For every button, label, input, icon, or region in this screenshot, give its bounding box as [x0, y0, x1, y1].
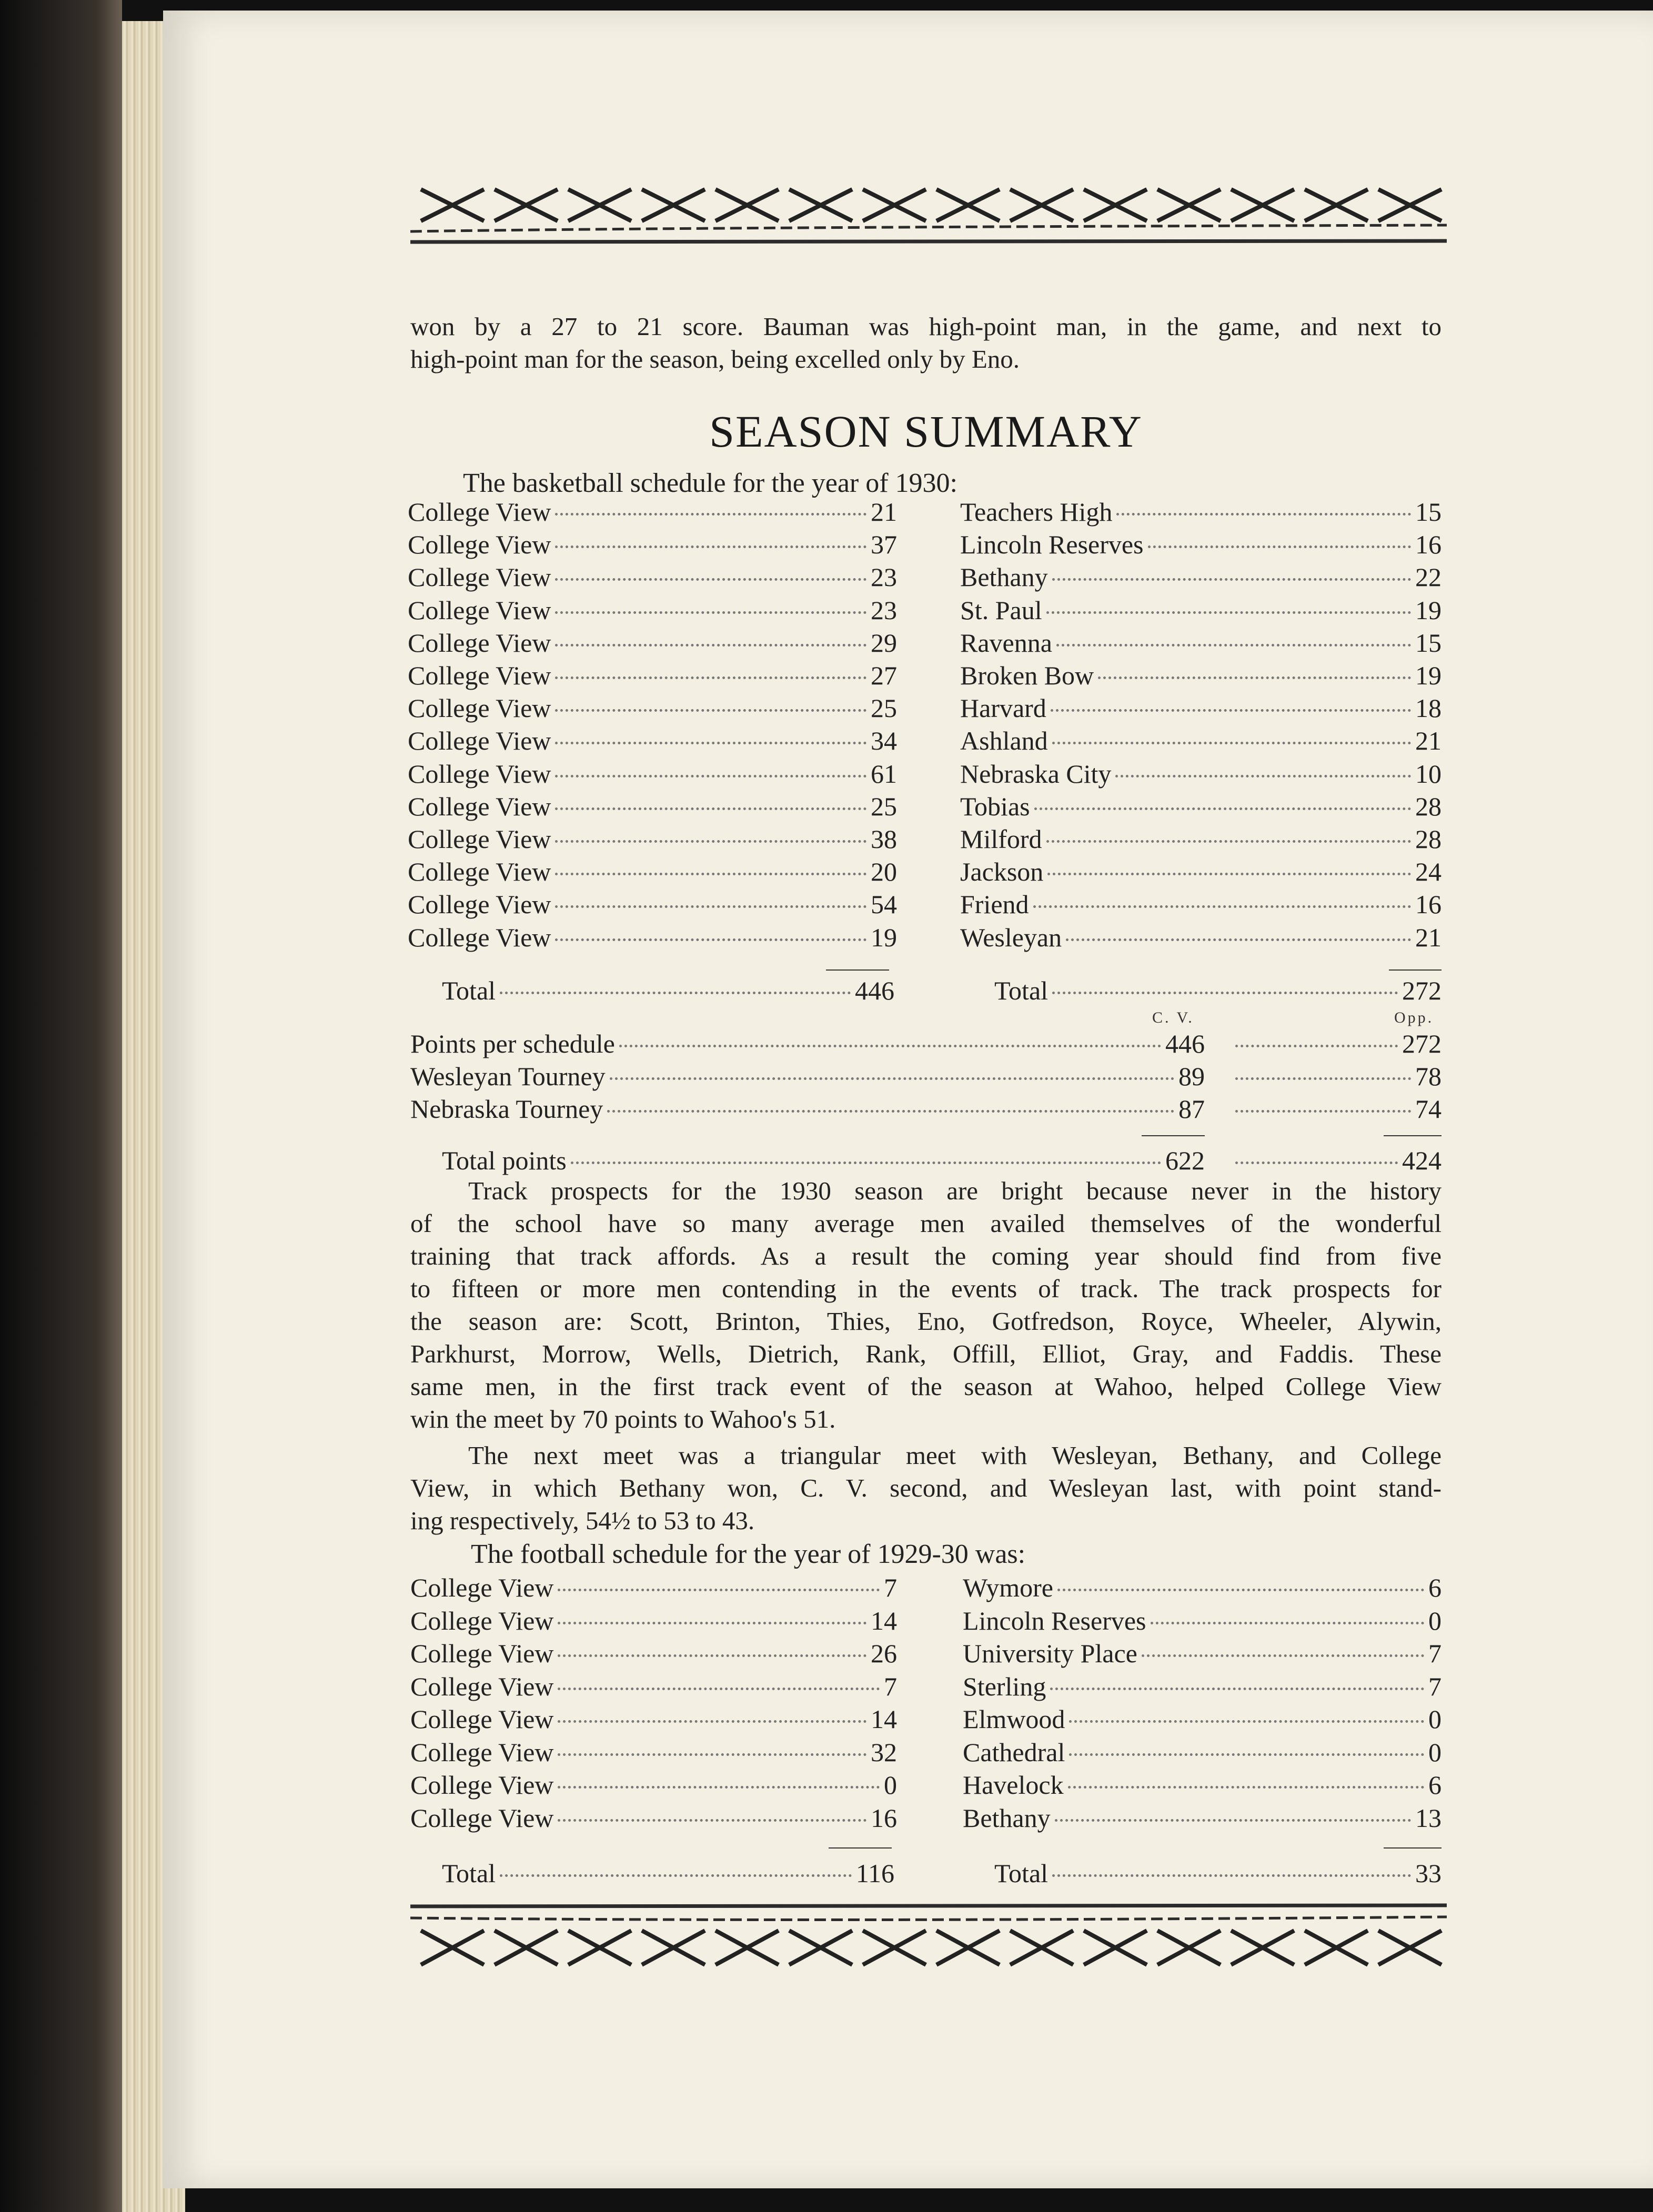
- score: 19: [1415, 595, 1442, 625]
- leader-dots: [558, 1622, 866, 1624]
- total-label: Total: [442, 976, 496, 1005]
- team-name: College View: [410, 1605, 554, 1635]
- football-home-row: [410, 1637, 897, 1670]
- score: 14: [871, 1605, 897, 1635]
- team-name: College View: [408, 595, 551, 625]
- leader-dots: [1151, 1622, 1424, 1624]
- leader-dots: [558, 1720, 866, 1723]
- score: 7: [884, 1573, 897, 1602]
- score: 15: [1415, 497, 1442, 527]
- leader-dots: [555, 676, 866, 679]
- total-rule: [826, 969, 889, 971]
- leader-dots: [558, 1753, 866, 1756]
- total-label: Total: [994, 1859, 1049, 1888]
- decorative-border-bottom: [410, 1899, 1447, 1973]
- score: 19: [1415, 661, 1442, 690]
- track-line: Track prospects for the 1930 season are bright because never in the history: [468, 1176, 1442, 1205]
- score: 7: [884, 1671, 897, 1701]
- score: 22: [1415, 562, 1442, 592]
- football-opponent-row: [963, 1736, 1442, 1769]
- leader-dots: [1050, 1688, 1424, 1690]
- score: 21: [871, 497, 897, 527]
- score: 38: [871, 824, 897, 854]
- track-line: training that track affords. As a result the coming year should find from five: [410, 1241, 1442, 1270]
- score: 14: [871, 1704, 897, 1734]
- basketball-home-row: [408, 757, 897, 790]
- team-name: College View: [410, 1639, 554, 1668]
- score: 78: [1415, 1062, 1442, 1091]
- total-rule: [1384, 1847, 1442, 1849]
- score: 272: [1402, 1029, 1442, 1058]
- basketball-home-row: [408, 724, 897, 757]
- basketball-home-row: [408, 790, 897, 823]
- team-name: Points per schedule: [410, 1029, 615, 1058]
- leader-dots: [1046, 611, 1411, 614]
- leader-dots: [607, 1110, 1174, 1113]
- team-name: College View: [408, 497, 551, 527]
- team-name: Havelock: [963, 1770, 1064, 1800]
- team-name: College View: [408, 530, 551, 560]
- basketball-home-row: [408, 692, 897, 724]
- track-line: of the school have so many average men availed themselves of the wonderful: [410, 1209, 1442, 1238]
- score: 61: [871, 759, 897, 789]
- team-name: Sterling: [963, 1671, 1046, 1701]
- basketball-opponent-row: [960, 724, 1442, 757]
- leader-dots: [1046, 840, 1411, 843]
- leader-dots: [1056, 644, 1411, 647]
- leader-dots: [571, 1161, 1161, 1164]
- football-total-opp: [994, 1857, 1442, 1890]
- football-home-row: [410, 1703, 897, 1735]
- score: 32: [871, 1737, 897, 1767]
- score: 54: [871, 890, 897, 920]
- basketball-total-opp: [994, 974, 1442, 1007]
- meet-paragraph: [410, 1439, 1442, 1537]
- score: 74: [1415, 1094, 1442, 1124]
- meet-line: The next meet was a triangular meet with Wesleyan, Bethany, and College: [468, 1441, 1442, 1470]
- leader-dots: [1055, 1819, 1411, 1822]
- leader-dots: [610, 1077, 1174, 1080]
- leader-dots: [1033, 905, 1411, 908]
- basketball-opponent-row: [960, 561, 1442, 593]
- team-name: Friend: [960, 890, 1029, 920]
- team-name: Wesleyan: [960, 922, 1062, 952]
- team-name: Tobias: [960, 791, 1030, 821]
- leader-dots: [555, 578, 866, 581]
- leader-dots: [1069, 1753, 1424, 1756]
- leader-dots: [1047, 873, 1411, 875]
- basketball-home-row: [408, 594, 897, 627]
- team-name: College View: [410, 1737, 554, 1767]
- score: 0: [1428, 1737, 1442, 1767]
- basketball-home-row: [408, 528, 897, 561]
- score: 18: [1415, 693, 1442, 723]
- team-name: Lincoln Reserves: [963, 1605, 1146, 1635]
- football-home-row: [410, 1571, 897, 1604]
- leader-dots: [558, 1589, 880, 1591]
- football-home-row: [410, 1769, 897, 1801]
- leader-dots: [1098, 676, 1411, 679]
- score: 34: [871, 726, 897, 756]
- points-total-opp: [1231, 1144, 1442, 1177]
- leader-dots: [1116, 513, 1411, 516]
- team-name: Wesleyan Tourney: [410, 1062, 606, 1091]
- score: 6: [1428, 1573, 1442, 1602]
- leader-dots: [1068, 1786, 1424, 1789]
- track-line: same men, in the first track event of the season at Wahoo, helped College View: [410, 1372, 1442, 1401]
- leader-dots: [1052, 742, 1411, 744]
- total-rule: [1384, 1135, 1442, 1136]
- score: 37: [871, 530, 897, 560]
- leader-dots: [555, 873, 866, 875]
- team-name: St. Paul: [960, 595, 1042, 625]
- basketball-home-row: [408, 627, 897, 659]
- football-caption: The football schedule for the year of 1929-30 was:: [471, 1539, 1026, 1569]
- basketball-opponent-row: [960, 528, 1442, 561]
- leader-dots: [555, 905, 866, 908]
- track-line: to fifteen or more men contending in the events of track. The track prospects for: [410, 1274, 1442, 1303]
- team-name: Harvard: [960, 693, 1046, 723]
- opp-total: 424: [1402, 1146, 1442, 1175]
- score: 7: [1428, 1639, 1442, 1668]
- score: 89: [1178, 1062, 1205, 1091]
- score: 23: [871, 595, 897, 625]
- leader-dots: [1142, 1654, 1424, 1657]
- team-name: College View: [408, 726, 551, 756]
- opp-total: 272: [1402, 976, 1442, 1005]
- leader-dots: [1052, 992, 1398, 994]
- football-total-home: [442, 1857, 894, 1890]
- score: 25: [871, 791, 897, 821]
- score: 21: [1415, 726, 1442, 756]
- score: 28: [1415, 791, 1442, 821]
- basketball-opponent-row: [960, 921, 1442, 954]
- score: 20: [871, 857, 897, 887]
- column-header-opp: Opp.: [1394, 1009, 1434, 1026]
- home-total: 116: [855, 1859, 894, 1888]
- team-name: University Place: [963, 1639, 1137, 1668]
- leader-dots: [555, 709, 866, 712]
- basketball-home-row: [408, 888, 897, 921]
- page-title: SEASON SUMMARY: [709, 406, 1143, 457]
- track-line: Parkhurst, Morrow, Wells, Dietrich, Rank, Offill, Elliot, Gray, and Faddis. These: [410, 1339, 1442, 1368]
- team-name: Broken Bow: [960, 661, 1094, 690]
- team-name: Cathedral: [963, 1737, 1065, 1767]
- leader-dots: [1066, 938, 1411, 941]
- basketball-total-home: [442, 974, 894, 1007]
- team-name: College View: [408, 890, 551, 920]
- score: 16: [871, 1803, 897, 1833]
- book-binding: [0, 0, 122, 2212]
- leader-dots: [1115, 775, 1411, 777]
- score: 19: [871, 922, 897, 952]
- track-line: the season are: Scott, Brinton, Thies, Eno, Gotfredson, Royce, Wheeler, Alywin,: [410, 1307, 1442, 1336]
- leader-dots: [1235, 1077, 1411, 1080]
- basketball-opponent-row: [960, 790, 1442, 823]
- team-name: College View: [408, 759, 551, 789]
- football-opponent-row: [963, 1769, 1442, 1801]
- team-name: Ashland: [960, 726, 1048, 756]
- total-rule: [1142, 1135, 1205, 1136]
- score: 7: [1428, 1671, 1442, 1701]
- leader-dots: [555, 644, 866, 647]
- team-name: College View: [410, 1704, 554, 1734]
- leader-dots: [1052, 1874, 1411, 1877]
- points-row: [410, 1027, 1205, 1060]
- score: 16: [1415, 530, 1442, 560]
- score: 15: [1415, 628, 1442, 658]
- basketball-opponent-row: [960, 888, 1442, 921]
- basketball-home-row: [408, 855, 897, 888]
- team-name: College View: [408, 824, 551, 854]
- leader-dots: [555, 611, 866, 614]
- basketball-opponent-row: [960, 855, 1442, 888]
- team-name: College View: [410, 1770, 554, 1800]
- team-name: Bethany: [960, 562, 1048, 592]
- score: 28: [1415, 824, 1442, 854]
- basketball-home-row: [408, 561, 897, 593]
- team-name: Bethany: [963, 1803, 1051, 1833]
- leader-dots: [1148, 546, 1411, 548]
- leader-dots: [555, 807, 866, 810]
- opp-total: 33: [1415, 1859, 1442, 1888]
- team-name: Nebraska Tourney: [410, 1094, 603, 1124]
- leader-dots: [1052, 578, 1411, 581]
- team-name: College View: [408, 562, 551, 592]
- team-name: Nebraska City: [960, 759, 1112, 789]
- basketball-caption: The basketball schedule for the year of 1930:: [463, 468, 957, 498]
- leader-dots: [1051, 709, 1411, 712]
- score: 0: [884, 1770, 897, 1800]
- leader-dots: [1235, 1045, 1398, 1047]
- meet-line: View, in which Bethany won, C. V. second, and Wesleyan last, with point stand-: [410, 1473, 1442, 1502]
- points-total-row: [442, 1144, 1205, 1177]
- total-points-label: Total points: [442, 1146, 567, 1175]
- intro-line: high-point man for the season, being excelled only by Eno.: [410, 345, 1020, 373]
- score: 23: [871, 562, 897, 592]
- leader-dots: [1034, 807, 1411, 810]
- team-name: College View: [410, 1573, 554, 1602]
- leader-dots: [558, 1688, 880, 1690]
- leader-dots: [1235, 1110, 1411, 1113]
- score: 25: [871, 693, 897, 723]
- basketball-home-row: [408, 823, 897, 855]
- team-name: College View: [408, 791, 551, 821]
- leader-dots: [500, 1874, 852, 1877]
- team-name: College View: [408, 922, 551, 952]
- score: 446: [1165, 1029, 1205, 1058]
- leader-dots: [558, 1819, 866, 1822]
- team-name: Milford: [960, 824, 1042, 854]
- leader-dots: [555, 513, 866, 516]
- team-name: Teachers High: [960, 497, 1113, 527]
- score: 24: [1415, 857, 1442, 887]
- leader-dots: [555, 546, 866, 548]
- total-label: Total: [442, 1859, 496, 1888]
- basketball-opponent-row: [960, 594, 1442, 627]
- football-opponent-row: [963, 1802, 1442, 1834]
- team-name: College View: [408, 693, 551, 723]
- football-home-row: [410, 1604, 897, 1637]
- points-row: [410, 1093, 1205, 1125]
- basketball-opponent-row: [960, 757, 1442, 790]
- leader-dots: [558, 1654, 866, 1657]
- total-rule: [829, 1847, 892, 1849]
- leader-dots: [555, 742, 866, 744]
- points-row-opp: [1231, 1060, 1442, 1093]
- score: 13: [1415, 1803, 1442, 1833]
- score: 27: [871, 661, 897, 690]
- football-home-row: [410, 1670, 897, 1703]
- intro-line: won by a 27 to 21 score. Bauman was high-point man, in the game, and next to: [410, 312, 1442, 341]
- score: 10: [1415, 759, 1442, 789]
- basketball-home-row: [408, 496, 897, 528]
- leader-dots: [555, 775, 866, 777]
- leader-dots: [555, 938, 866, 941]
- track-line: win the meet by 70 points to Wahoo's 51.: [410, 1405, 836, 1433]
- basketball-opponent-row: [960, 823, 1442, 855]
- total-label: Total: [994, 976, 1049, 1005]
- team-name: College View: [408, 628, 551, 658]
- score: 29: [871, 628, 897, 658]
- team-name: Jackson: [960, 857, 1044, 887]
- total-rule: [1389, 969, 1442, 971]
- column-header-cv: C. V.: [1152, 1009, 1194, 1026]
- football-opponent-row: [963, 1571, 1442, 1604]
- leader-dots: [555, 840, 866, 843]
- leader-dots: [619, 1045, 1161, 1047]
- home-total: 446: [855, 976, 894, 1005]
- basketball-home-row: [408, 659, 897, 692]
- cv-total: 622: [1165, 1146, 1205, 1175]
- score: 26: [871, 1639, 897, 1668]
- intro-paragraph: [410, 310, 1442, 376]
- team-name: Wymore: [963, 1573, 1053, 1602]
- track-paragraph: [410, 1175, 1442, 1436]
- points-row: [410, 1060, 1205, 1093]
- team-name: College View: [410, 1803, 554, 1833]
- team-name: College View: [410, 1671, 554, 1701]
- points-row-opp: [1231, 1027, 1442, 1060]
- score: 6: [1428, 1770, 1442, 1800]
- leader-dots: [500, 992, 851, 994]
- football-opponent-row: [963, 1604, 1442, 1637]
- score: 87: [1178, 1094, 1205, 1124]
- decorative-border-top: [410, 179, 1447, 252]
- team-name: Lincoln Reserves: [960, 530, 1144, 560]
- football-home-row: [410, 1736, 897, 1769]
- score: 21: [1415, 922, 1442, 952]
- leader-dots: [1057, 1589, 1424, 1591]
- meet-line: ing respectively, 54½ to 53 to 43.: [410, 1506, 755, 1535]
- points-row-opp: [1231, 1093, 1442, 1125]
- basketball-opponent-row: [960, 692, 1442, 724]
- score: 0: [1428, 1704, 1442, 1734]
- basketball-opponent-row: [960, 496, 1442, 528]
- basketball-opponent-row: [960, 627, 1442, 659]
- leader-dots: [1069, 1720, 1424, 1723]
- basketball-opponent-row: [960, 659, 1442, 692]
- basketball-home-row: [408, 921, 897, 954]
- leader-dots: [1235, 1161, 1398, 1164]
- team-name: College View: [408, 661, 551, 690]
- team-name: Ravenna: [960, 628, 1052, 658]
- score: 16: [1415, 890, 1442, 920]
- leader-dots: [558, 1786, 880, 1789]
- football-opponent-row: [963, 1670, 1442, 1703]
- football-opponent-row: [963, 1703, 1442, 1735]
- team-name: Elmwood: [963, 1704, 1065, 1734]
- team-name: College View: [408, 857, 551, 887]
- football-opponent-row: [963, 1637, 1442, 1670]
- score: 0: [1428, 1605, 1442, 1635]
- football-home-row: [410, 1802, 897, 1834]
